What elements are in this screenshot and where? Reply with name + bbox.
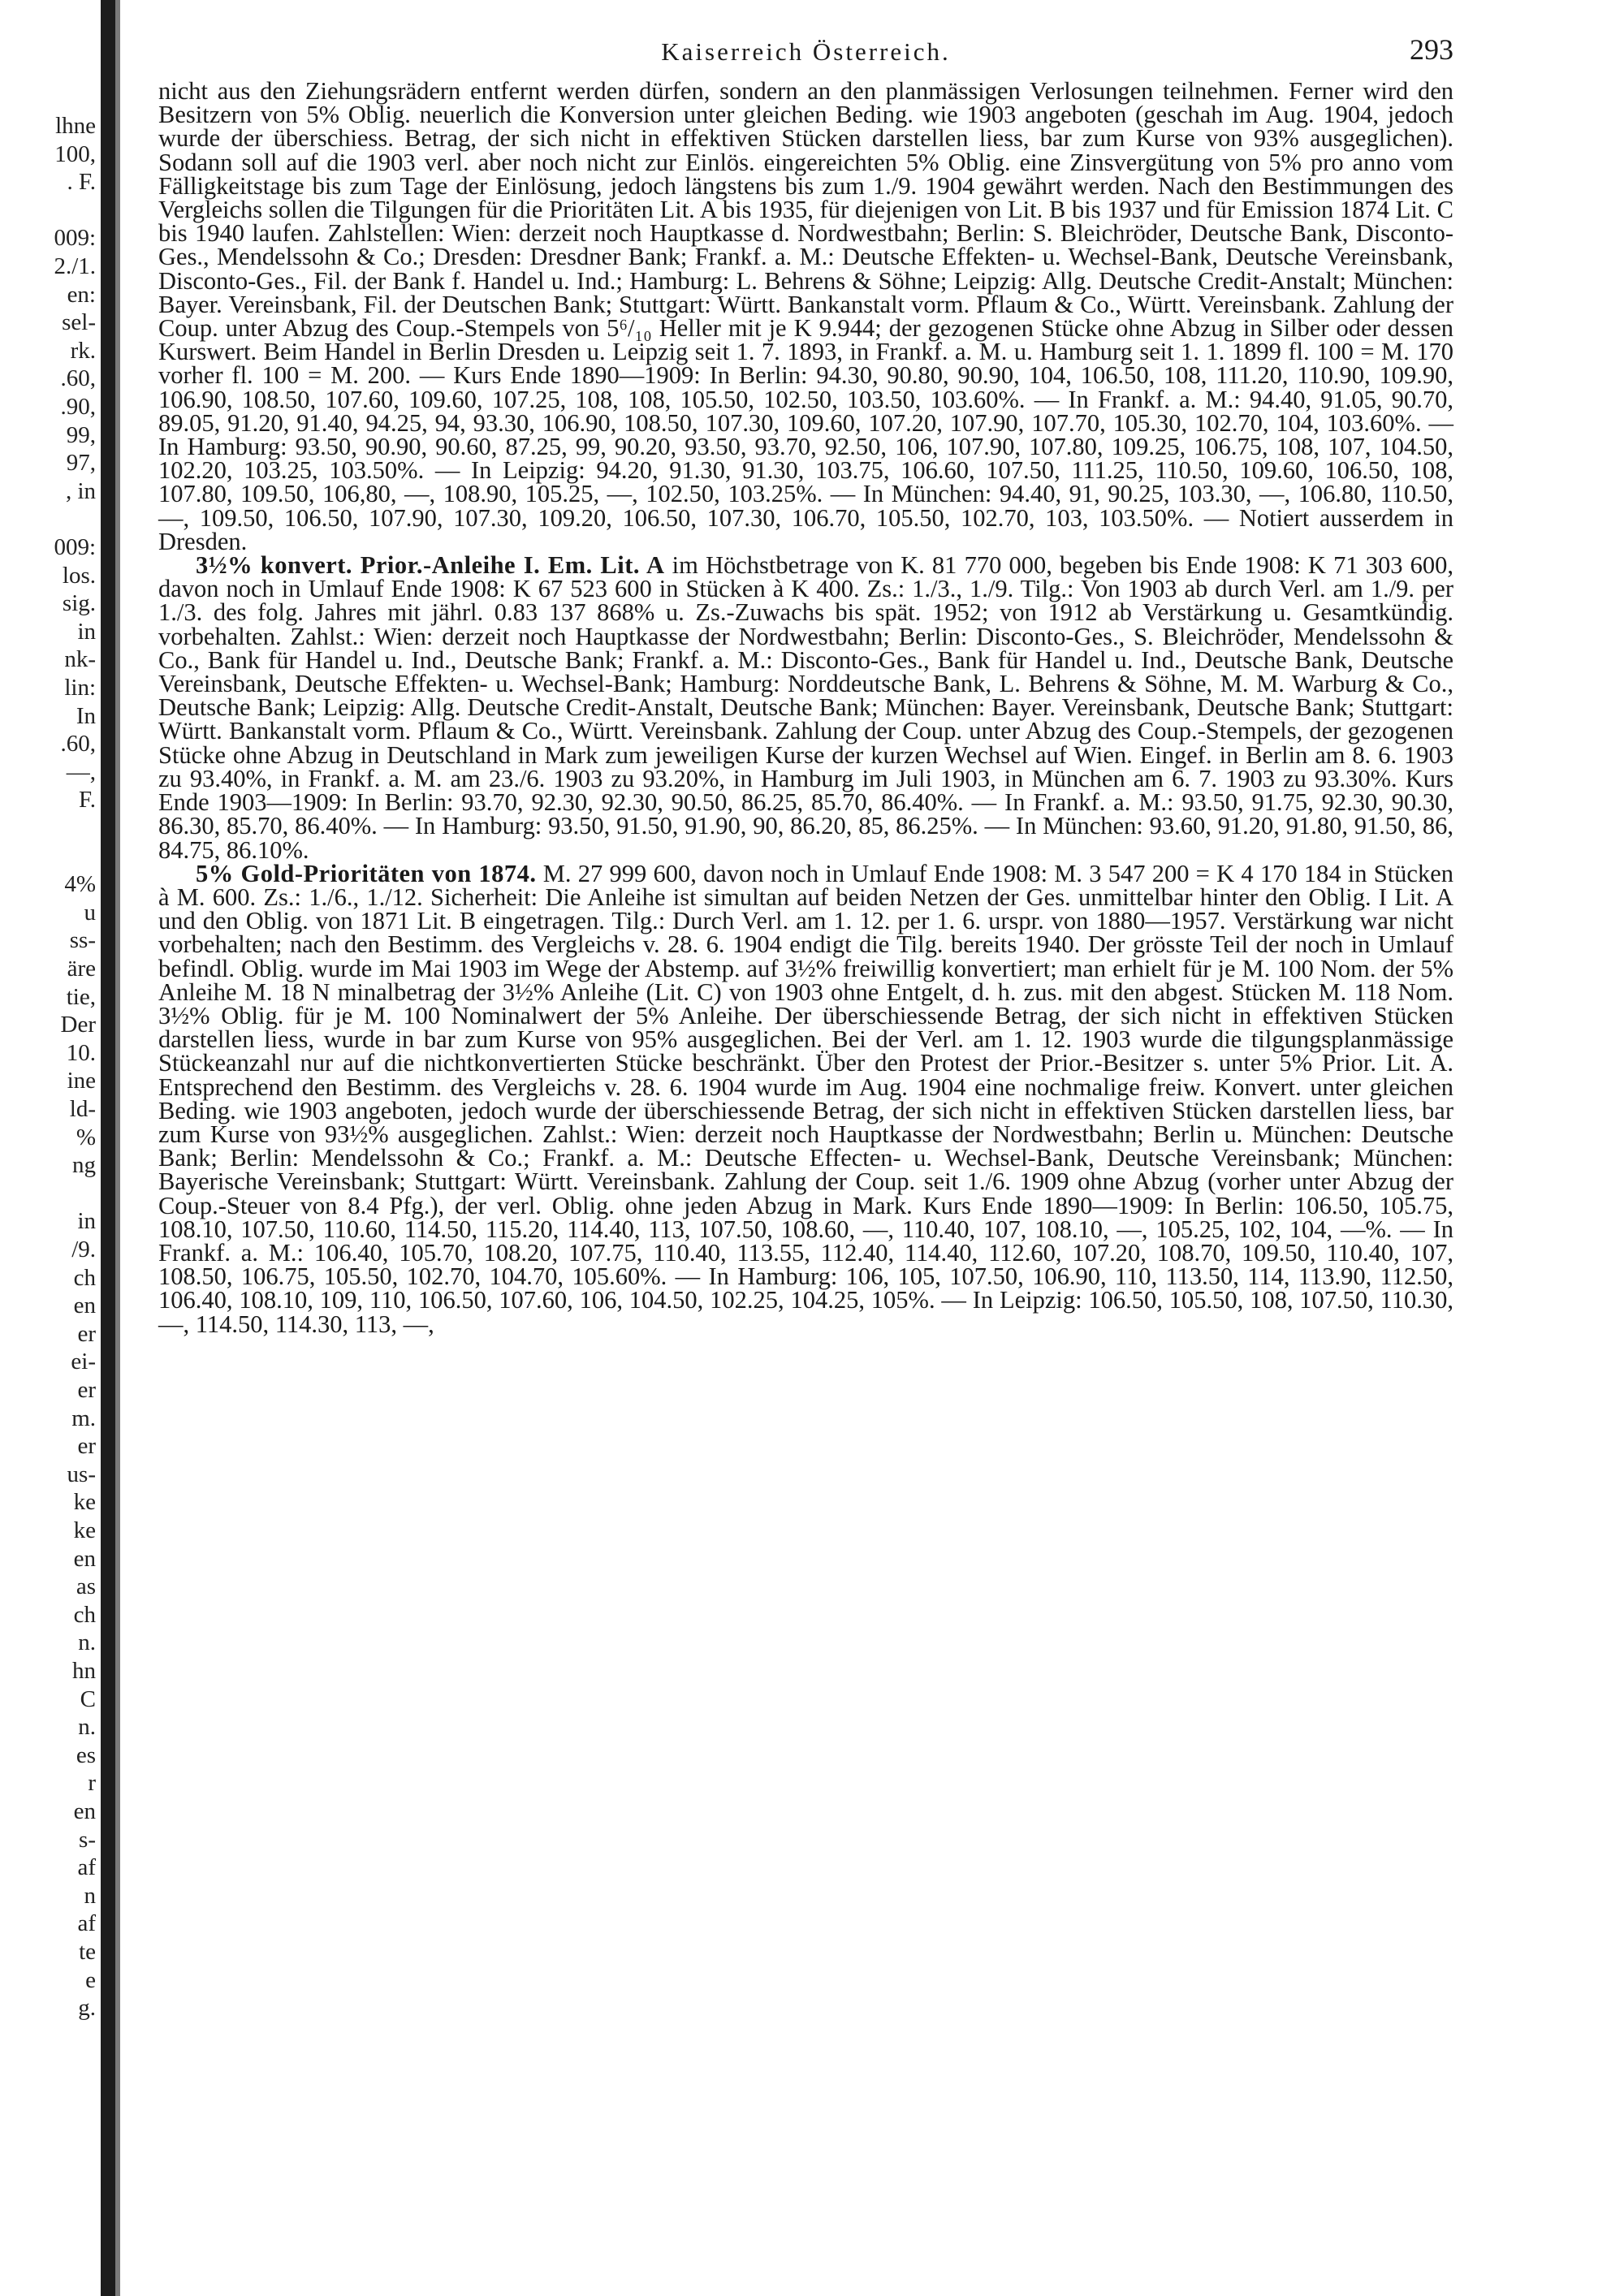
margin-fragment: nk- xyxy=(64,646,96,673)
margin-fragment: los. xyxy=(62,562,96,589)
margin-fragment: er xyxy=(77,1433,96,1460)
margin-fragment: rk. xyxy=(70,337,96,364)
margin-fragment: 4% xyxy=(64,871,96,898)
margin-fragment: 100, xyxy=(54,140,96,167)
margin-fragment: m. xyxy=(71,1405,96,1431)
margin-fragment: en xyxy=(73,1798,96,1824)
margin-fragment: en xyxy=(73,1545,96,1572)
margin-fragment: n. xyxy=(78,1629,96,1656)
margin-fragment: n xyxy=(84,1882,96,1909)
margin-fragment: tie, xyxy=(66,983,96,1010)
margin-fragment: lin: xyxy=(64,675,96,701)
margin-fragment: us- xyxy=(67,1461,96,1487)
margin-fragment: n. xyxy=(78,1714,96,1741)
binding-gutter-edge xyxy=(115,0,120,2296)
section-heading: 3½% konvert. Prior.-Anleihe I. Em. Lit. A xyxy=(196,551,665,580)
margin-fragment: te xyxy=(79,1939,96,1965)
margin-fragment: .90, xyxy=(60,394,96,420)
adjacent-page-fragment xyxy=(0,0,104,2296)
body-text xyxy=(158,77,1454,1338)
margin-fragment: as xyxy=(76,1573,96,1600)
margin-fragment: sig. xyxy=(62,590,96,617)
margin-fragment: In xyxy=(76,702,96,729)
margin-fragment: 009: xyxy=(54,225,96,252)
margin-fragment: in xyxy=(77,618,96,645)
margin-fragment: 2./1. xyxy=(54,253,96,279)
margin-fragment: ch xyxy=(73,1264,96,1291)
margin-fragment: ch xyxy=(73,1601,96,1628)
margin-fragment: C xyxy=(80,1685,96,1712)
margin-fragment: , in xyxy=(65,477,96,504)
margin-fragment: r xyxy=(88,1770,96,1797)
margin-fragment: —, xyxy=(66,758,96,785)
margin-fragment: .60, xyxy=(60,731,96,757)
margin-fragment: % xyxy=(76,1124,96,1150)
margin-fragment: er xyxy=(77,1320,96,1347)
margin-fragment: lhne xyxy=(55,113,96,139)
margin-fragment: ei- xyxy=(71,1349,96,1375)
margin-fragment: g. xyxy=(78,1995,96,2022)
binding-gutter xyxy=(101,0,115,2296)
margin-fragment: s- xyxy=(79,1826,96,1853)
page-number: 293 xyxy=(1410,33,1453,66)
paragraph-prior-anleihe-lit-a xyxy=(158,551,1453,864)
paragraph-continuation xyxy=(158,77,1453,555)
margin-fragment: 99, xyxy=(66,421,96,448)
page xyxy=(158,32,1453,1336)
margin-fragment: af xyxy=(77,1910,96,1937)
margin-fragment: ke xyxy=(73,1489,96,1516)
margin-fragment: 009: xyxy=(54,534,96,560)
margin-fragment: F. xyxy=(78,787,96,814)
margin-fragment: ld- xyxy=(69,1096,96,1122)
section-heading: 5% Gold-Prioritäten von 1874. xyxy=(196,859,537,887)
margin-fragment: er xyxy=(77,1377,96,1403)
margin-fragment: e xyxy=(85,1966,96,1993)
margin-fragment: ke xyxy=(73,1517,96,1543)
paragraph-text: M. 27 999 600, davon noch in Umlauf Ende 1908: M. 3 547 200 = K 4 170 184 in Stücken à M. 600. Zs.: 1./6., 1./12. Sicherheit: Die Anleihe ist simultan auf beiden Netzen der Ges. unmittelbar hinter den Oblig. I Lit. A und den Oblig. von 1871 Lit. B eingetragen. Tilg.: Durch Verl. am 1. 12. per 1. 6. urspr. von 1880—1957. Verstärkung war nicht vorbehalten; nach den Bestimm. des Vergleichs v. 28. 6. 1904 endigt die Tilg. bereits 1940. Der grösste Teil der noch in Umlauf befindl. Oblig. wurde im Mai 1903 im Wege der Abstemp. auf 3½% freiwillig konvertiert; man erhielt für je M. 100 Nom. der 5% Anleihe M. 18 N minalbetrag der 3½% Anleihe (Lit. C) von 1903 ohne Entgelt, d. h. zus. mit den abgest. Stücken M. 118 Nom. 3½% Oblig. für je M. 100 Nominalwert der 5% Anleihe. Der überschiessende Betrag, der sich nicht in effektiven Stücken darstellen liess, wurde in bar zum Kurse von 95% ausgeglichen. Bei der Verl. am 1. 12. 1903 wurde die tilgungsplanmässige Stückeanzahl nur auf die nichtkonvertierten Stücke beschränkt. Über den Protest der Prior.-Besitzer s. unter 5% Prior. Lit. A. Entsprechend den Bestimm. des Vergleichs v. 28. 6. 1904 wurde im Aug. 1904 eine nochmalige freiw. Konvert. unter gleichen Beding. wie 1903 angeboten, jedoch wurde der überschiessende Betrag, der sich nicht in effektiven Stücken darstellen liess, bar zum Kurse von 93½% ausgeglichen. Zahlst.: Wien: derzeit noch Hauptkasse der Nordwestbahn; Berlin u. München: Deutsche Bank; Berlin: Mendelssohn & Co.; Frankf. a. M.: Deutsche Effecten- u. Wechsel-Bank, Deutsche Vereinsbank; München: Bayerische Vereinsbank; Stuttgart: Württ. Vereinsbank. Zahlung der Coup. seit 1./6. 1909 ohne Abzug (vorher unter Abzug der Coup.-Steuer von 8.4 Pfg.), der verl. Oblig. ohne jeden Abzug in Mark. Kurs Ende 1890—1909: In Berlin: 106.50, 105.75, 108.10, 107.50, 110.60, 114.50, 115.20, 114.40, 113, 107.50, 108.60, —, 110.40, 107, 108.10, —, 105.25, 102, 104, —%. — In Frankf. a. M.: 106.40, 105.70, 108.20, 107.75, 110.40, 113.55, 112.40, 114.40, 112.60, 107.20, 108.70, 109.50, 110.40, 107, 108.50, 106.75, 105.50, 102.70, 104.70, 105.60%. — In Hamburg: 106, 105, 107.50, 106.90, 110, 113.50, 114, 113.90, 112.50, 106.40, 108.10, 109, 110, 106.50, 107.60, 106, 104.50, 102.25, 104.25, 105%. — In Leipzig: 106.50, 105.50, 108, 107.50, 110.30, —, 114.50, 114.30, 113, —, xyxy=(158,859,1454,1338)
paragraph-text: nicht aus den Ziehungsrädern entfernt werden dürfen, sondern an den planmässigen Verlosungen teilnehmen. Ferner wird den Besitzern von 5% Oblig. neuerlich die Konversion unter gleichen Beding. wie 1903 angeboten (geschah im Aug. 1904, jedoch wurde der überschiess. Betrag, der sich nicht in effektiven Stücken darstellen liess, bar zum Kurse von 93% ausgeglichen). Sodann soll auf die 1903 verl. aber noch nicht zur Einlös. eingereichten 5% Oblig. eine Zinsvergütung von 5% pro anno vom Fälligkeitstage bis zum Tage der Einlösung, jedoch längstens bis zum 1./9. 1904 gewährt werden. Nach den Bestimmungen des Vergleichs sollen die Tilgungen für die Prioritäten Lit. A bis 1935, für diejenigen von Lit. B bis 1937 und für Emission 1874 Lit. C bis 1940 laufen. Zahlstellen: Wien: derzeit noch Hauptkasse d. Nordwestbahn; Berlin: S. Bleichröder, Deutsche Bank, Disconto-Ges., Mendelssohn & Co.; Dresden: Dresdner Bank; Frankf. a. M.: Deutsche Effekten- u. Wechsel-Bank, Deutsche Vereinsbank, Disconto-Ges., Fil. der Bank f. Handel u. Ind.; Hamburg: L. Behrens & Söhne; Leipzig: Allg. Deutsche Credit-Anstalt; München: Bayer. Vereinsbank, Fil. der Deutschen Bank; Stuttgart: Württ. Bankanstalt vorm. Pflaum & Co., Württ. Vereinsbank. Zahlung der Coup. unter Abzug des Coup.-Stempels von 5⁶/₁₀ Heller mit je K 9.944; der gezogenen Stücke ohne Abzug in Silber oder dessen Kurswert. Beim Handel in Berlin Dresden u. Leipzig seit 1. 7. 1893, in Frankf. a. M. u. Hamburg seit 1. 1. 1899 fl. 100 = M. 170 vorher fl. 100 = M. 200. — Kurs Ende 1890—1909: In Berlin: 94.30, 90.80, 90.90, 104, 106.50, 108, 111.20, 110.90, 109.90, 106.90, 108.50, 107.60, 109.60, 107.25, 108, 108, 105.50, 102.50, 103.50, 103.60%. — In Frankf. a. M.: 94.40, 91.05, 90.70, 89.05, 91.20, 91.40, 94.25, 94, 93.30, 106.90, 108.50, 107.30, 109.60, 107.20, 107.90, 107.70, 105.30, 102.70, 104, 103.60%. — In Hamburg: 93.50, 90.90, 90.60, 87.25, 99, 90.20, 93.50, 93.70, 92.50, 106, 107.90, 107.80, 109.25, 106.75, 108, 107, 104.50, 102.20, 103.25, 103.50%. — In Leipzig: 94.20, 91.30, 91.30, 103.75, 106.60, 107.50, 111.25, 110.50, 109.60, 106.50, 108, 107.80, 109.50, 106,80, —, 108.90, 105.25, —, 102.50, 103.25%. — In München: 94.40, 91, 90.25, 103.30, —, 106.80, 110.50, —, 109.50, 106.50, 107.90, 107.30, 109.20, 106.50, 107.30, 106.70, 105.50, 102.70, 103, 103.50%. — Notiert ausserdem in Dresden. xyxy=(158,77,1453,555)
margin-fragment: sel- xyxy=(62,309,96,336)
margin-fragment: hn xyxy=(72,1658,96,1684)
page-header xyxy=(158,32,1453,80)
margin-fragment: ine xyxy=(67,1068,96,1094)
margin-fragment: 97, xyxy=(66,450,96,477)
margin-fragment: in xyxy=(77,1208,96,1235)
margin-fragment: en xyxy=(73,1293,96,1319)
margin-fragment: . F. xyxy=(67,169,96,196)
paragraph-text: im Höchstbetrage von K. 81 770 000, begeben bis Ende 1908: K 71 303 600, davon noch in Umlauf Ende 1908: K 67 523 600 in Stücken à K 400. Zs.: 1./3., 1./9. Tilg.: Von 1903 ab durch Verl. am 1./9. per 1./3. des folg. Jahres mit jährl. 0.83 137 868% u. Zs.-Zuwachs bis spät. 1952; von 1912 ab Verstärkung u. Gesamtkündig. vorbehalten. Zahlst.: Wien: derzeit noch Hauptkasse der Nordwestbahn; Berlin: Disconto-Ges., S. Bleichröder, Mendelssohn & Co., Bank für Handel u. Ind., Deutsche Bank; Frankf. a. M.: Disconto-Ges., Bank für Handel u. Ind., Deutsche Bank, Deutsche Vereinsbank, Deutsche Effekten- u. Wechsel-Bank; Hamburg: Norddeutsche Bank, L. Behrens & Söhne, M. M. Warburg & Co., Deutsche Bank; Leipzig: Allg. Deutsche Credit-Anstalt, Deutsche Bank; München: Bayer. Vereinsbank, Deutsche Bank; Stuttgart: Württ. Bankanstalt vorm. Pflaum & Co., Württ. Vereinsbank. Zahlung der Coup. unter Abzug des Coup.-Stempels, der gezogenen Stücke ohne Abzug in Deutschland in Mark zum jeweiligen Kurse der kurzen Wechsel auf Wien. Eingef. in Berlin am 8. 6. 1903 zu 93.40%, in Frankf. a. M. am 23./6. 1903 zu 93.20%, in Hamburg im Juli 1903, in München am 6. 7. 1903 zu 93.30%. Kurs Ende 1903—1909: In Berlin: 93.70, 92.30, 92.30, 90.50, 86.25, 85.70, 86.40%. — In Frankf. a. M.: 93.50, 91.75, 92.30, 90.30, 86.30, 85.70, 86.40%. — In Hamburg: 93.50, 91.50, 91.90, 90, 86.20, 85, 86.25%. — In München: 93.60, 91.20, 91.80, 91.50, 86, 84.75, 86.10%. xyxy=(158,551,1453,864)
margin-fragment: en: xyxy=(67,281,96,308)
margin-fragment: äre xyxy=(67,956,96,982)
margin-fragment: /9. xyxy=(71,1236,96,1262)
margin-fragment: 10. xyxy=(66,1039,96,1066)
margin-fragment: ss- xyxy=(69,927,96,954)
margin-fragment: .60, xyxy=(60,365,96,392)
margin-fragment: Der xyxy=(60,1012,96,1038)
running-title: Kaiserreich Österreich. xyxy=(661,37,951,66)
margin-fragment: af xyxy=(77,1854,96,1881)
margin-fragment: es xyxy=(76,1741,96,1768)
margin-fragment: u xyxy=(84,899,96,926)
paragraph-gold-prioritaeten-1874 xyxy=(158,859,1454,1338)
margin-fragment: ng xyxy=(72,1152,96,1179)
